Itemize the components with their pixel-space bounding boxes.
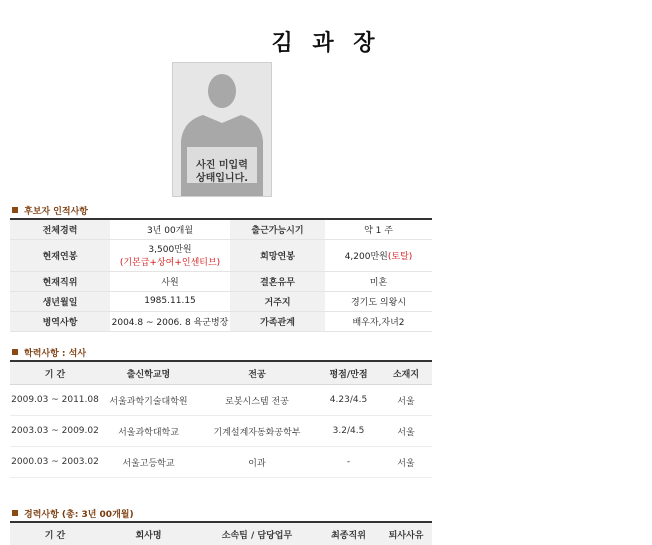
section-header-education: 학력사항 : 석사	[12, 346, 86, 359]
table-row	[10, 291, 432, 311]
edu-period: 2003.03 ~ 2009.02	[10, 416, 100, 447]
table-row	[10, 447, 432, 478]
value-residence: 경기도 의왕시	[325, 291, 432, 311]
label-family: 가족관계	[230, 311, 325, 331]
table-row	[10, 271, 432, 291]
section-bullet-icon	[12, 510, 18, 516]
edu-gpa: 4.23/4.5	[317, 385, 380, 416]
column-header: 전공	[197, 361, 317, 385]
label-marital-status: 결혼유무	[230, 271, 325, 291]
column-header: 회사명	[100, 522, 197, 545]
column-header: 최종직위	[317, 522, 380, 545]
label-start-date: 출근가능시기	[230, 219, 325, 239]
column-header: 기 간	[10, 361, 100, 385]
column-header: 퇴사사유	[380, 522, 432, 545]
value-total-career: 3년 00개월	[110, 219, 230, 239]
value-birth-date: 1985.11.15	[110, 291, 230, 311]
edu-school: 서울고등학교	[100, 447, 197, 478]
education-table	[10, 360, 432, 478]
column-header: 소속팀 / 담당업무	[197, 522, 317, 545]
value-current-position: 사원	[110, 271, 230, 291]
edu-location: 서울	[380, 385, 432, 416]
value-family: 배우자,자녀2	[325, 311, 432, 331]
edu-major: 기계설계자동화공학부	[197, 416, 317, 447]
value-marital-status: 미혼	[325, 271, 432, 291]
edu-period: 2009.03 ~ 2011.08	[10, 385, 100, 416]
table-row	[10, 416, 432, 447]
edu-gpa: 3.2/4.5	[317, 416, 380, 447]
label-birth-date: 생년월일	[10, 291, 110, 311]
edu-major: 이과	[197, 447, 317, 478]
column-header: 평점/만점	[317, 361, 380, 385]
label-current-salary: 현재연봉	[10, 239, 110, 271]
label-military: 병역사항	[10, 311, 110, 331]
profile-photo-placeholder	[172, 62, 272, 197]
column-header: 출신학교명	[100, 361, 197, 385]
section-header-career: 경력사항 (총: 3년 00개월)	[12, 507, 134, 520]
label-desired-salary: 희망연봉	[230, 239, 325, 271]
column-header: 기 간	[10, 522, 100, 545]
edu-gpa: -	[317, 447, 380, 478]
table-header-row	[10, 361, 432, 385]
edu-location: 서울	[380, 447, 432, 478]
profile-table	[10, 218, 432, 332]
label-current-position: 현재직위	[10, 271, 110, 291]
edu-major: 로봇시스템 전공	[197, 385, 317, 416]
section-bullet-icon	[12, 349, 18, 355]
value-start-date: 약 1 주	[325, 219, 432, 239]
value-current-salary: 3,500만원 (기본급+상여+인센티브)	[110, 239, 230, 271]
candidate-name: 김 과 장	[271, 31, 381, 56]
table-row	[10, 239, 432, 271]
table-row	[10, 385, 432, 416]
edu-location: 서울	[380, 416, 432, 447]
value-desired-salary: 4,200만원(토탈)	[325, 239, 432, 271]
table-row	[10, 219, 432, 239]
column-header: 소재지	[380, 361, 432, 385]
photo-missing-text: 사진 미입력 상태입니다.	[195, 160, 249, 184]
label-total-career: 전체경력	[10, 219, 110, 239]
label-residence: 거주지	[230, 291, 325, 311]
salary-breakdown: (기본급+상여+인센티브)	[119, 258, 221, 268]
edu-school: 서울과학기술대학원	[100, 385, 197, 416]
table-row	[10, 311, 432, 331]
edu-period: 2000.03 ~ 2003.02	[10, 447, 100, 478]
value-military: 2004.8 ~ 2006. 8 육군병장	[110, 311, 230, 331]
edu-school: 서울과학대학교	[100, 416, 197, 447]
career-table	[10, 521, 432, 545]
table-header-row	[10, 522, 432, 545]
section-bullet-icon	[12, 207, 18, 213]
section-header-profile: 후보자 인적사항	[12, 204, 88, 217]
